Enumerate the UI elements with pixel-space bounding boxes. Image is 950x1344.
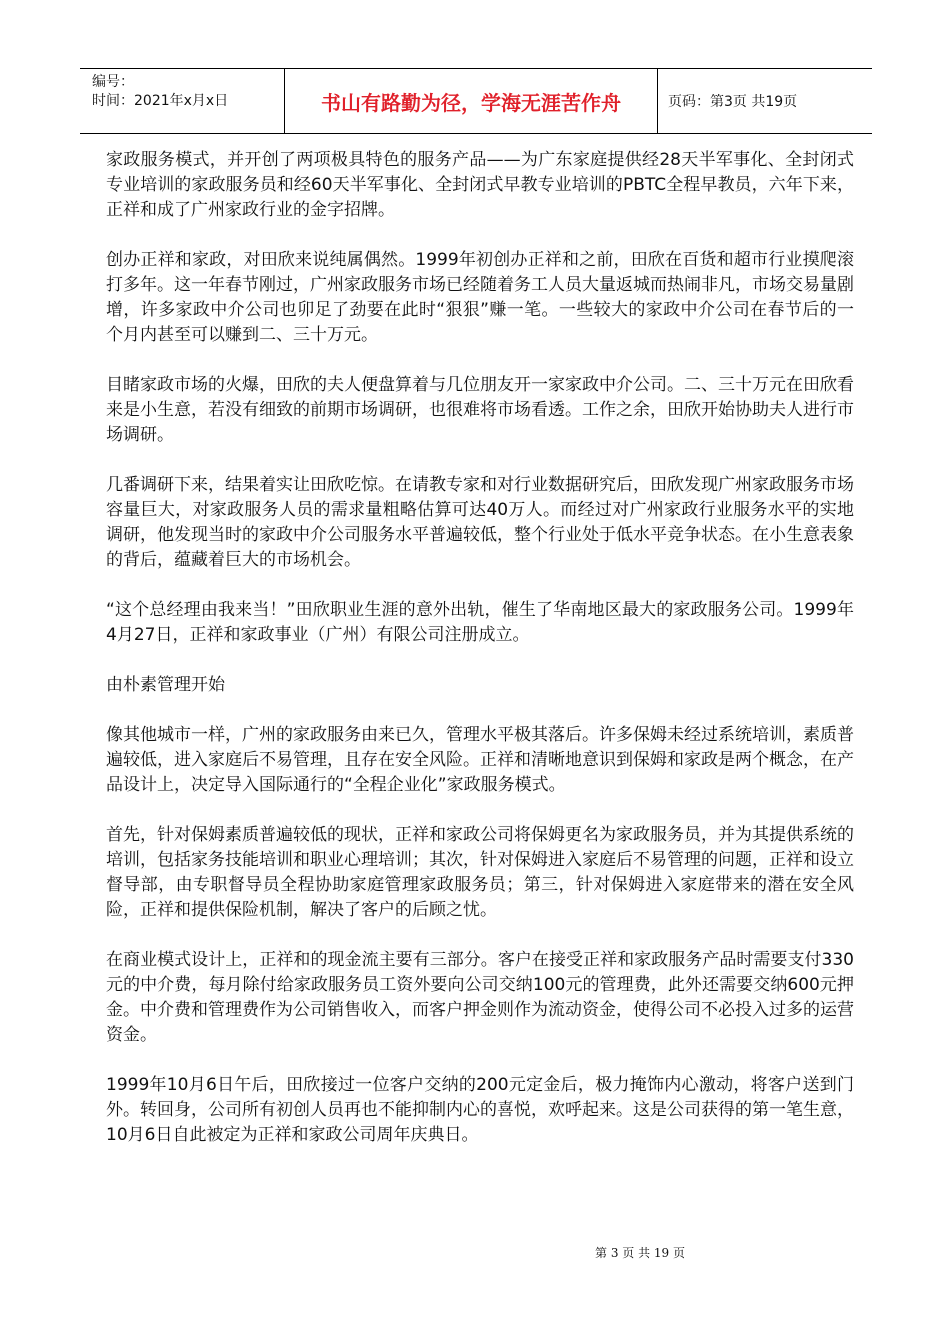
paragraph: 几番调研下来，结果着实让田欣吃惊。在请教专家和对行业数据研究后，田欣发现广州家政服务市场容量巨大，对家政服务人员的需求量粗略估算可达40万人。而经过对广州家政行业服务水平的实地调研，他发现当时的家政中介公司服务水平普遍较低，整个行业处于低水平竞争状态。在小生意表象的背后，蕴藏着巨大的市场机会。 xyxy=(106,475,854,570)
page-footer: 第 3 页 共 19 页 xyxy=(595,1246,685,1260)
paragraph: 首先，针对保姆素质普遍较低的现状，正祥和家政公司将保姆更名为家政服务员，并为其提供系统的培训，包括家务技能培训和职业心理培训；其次，针对保姆进入家庭后不易管理的问题，正祥和设立督导部，由专职督导员全程协助家庭管理家政服务员；第三，针对保姆进入家庭带来的潜在安全风险，正祥和提供保险机制，解决了客户的后顾之忧。 xyxy=(106,825,854,920)
paragraph: 目睹家政市场的火爆，田欣的夫人便盘算着与几位朋友开一家家政中介公司。二、三十万元在田欣看来是小生意，若没有细致的前期市场调研，也很难将市场看透。工作之余，田欣开始协助夫人进行市场调研。 xyxy=(106,375,854,445)
document-number-label: 编号： xyxy=(92,74,134,90)
paragraph: 创办正祥和家政，对田欣来说纯属偶然。1999年初创办正祥和之前，田欣在百货和超市行业摸爬滚打多年。这一年春节刚过，广州家政服务市场已经随着务工人员大量返城而热闹非凡，市场交易量剧增，许多家政中介公司也卯足了劲要在此时“狠狠”赚一笔。一些较大的家政中介公司在春节后的一个月内甚至可以赚到二、三十万元。 xyxy=(106,250,854,345)
paragraph: 家政服务模式，并开创了两项极具特色的服务产品——为广东家庭提供经28天半军事化、全封闭式专业培训的家政服务员和经60天半军事化、全封闭式早教专业培训的PBTC全程早教员，六年下来，正祥和成了广州家政行业的金字招牌。 xyxy=(106,150,854,220)
section-heading: 由朴素管理开始 xyxy=(106,675,225,695)
header-page-info: 页码：第3页 共19页 xyxy=(668,94,798,110)
paragraph: 像其他城市一样，广州的家政服务由来已久，管理水平极其落后。许多保姆未经过系统培训，素质普遍较低，进入家庭后不易管理，且存在安全风险。正祥和清晰地意识到保姆和家政是两个概念，在产品设计上，决定导入国际通行的“全程企业化”家政服务模式。 xyxy=(106,725,854,795)
header-meta xyxy=(80,69,284,133)
paragraph: 1999年10月6日午后，田欣接过一位客户交纳的200元定金后，极力掩饰内心激动，将客户送到门外。转回身，公司所有初创人员再也不能抑制内心的喜悦，欢呼起来。这是公司获得的第一笔生意，10月6日自此被定为正祥和家政公司周年庆典日。 xyxy=(106,1075,854,1145)
document-time-label: 时间：2021年x月x日 xyxy=(92,93,229,109)
paragraph: “这个总经理由我来当！”田欣职业生涯的意外出轨，催生了华南地区最大的家政服务公司。1999年4月27日，正祥和家政事业（广州）有限公司注册成立。 xyxy=(106,600,854,645)
page-header xyxy=(80,68,872,134)
paragraph: 在商业模式设计上，正祥和的现金流主要有三部分。客户在接受正祥和家政服务产品时需要支付330元的中介费，每月除付给家政服务员工资外要向公司交纳100元的管理费，此外还需要交纳600元押金。中介费和管理费作为公司销售收入，而客户押金则作为流动资金，使得公司不必投入过多的运营资金。 xyxy=(106,950,854,1045)
header-motto: 书山有路勤为径，学海无涯苦作舟 xyxy=(284,69,658,133)
document-body xyxy=(106,148,854,1173)
